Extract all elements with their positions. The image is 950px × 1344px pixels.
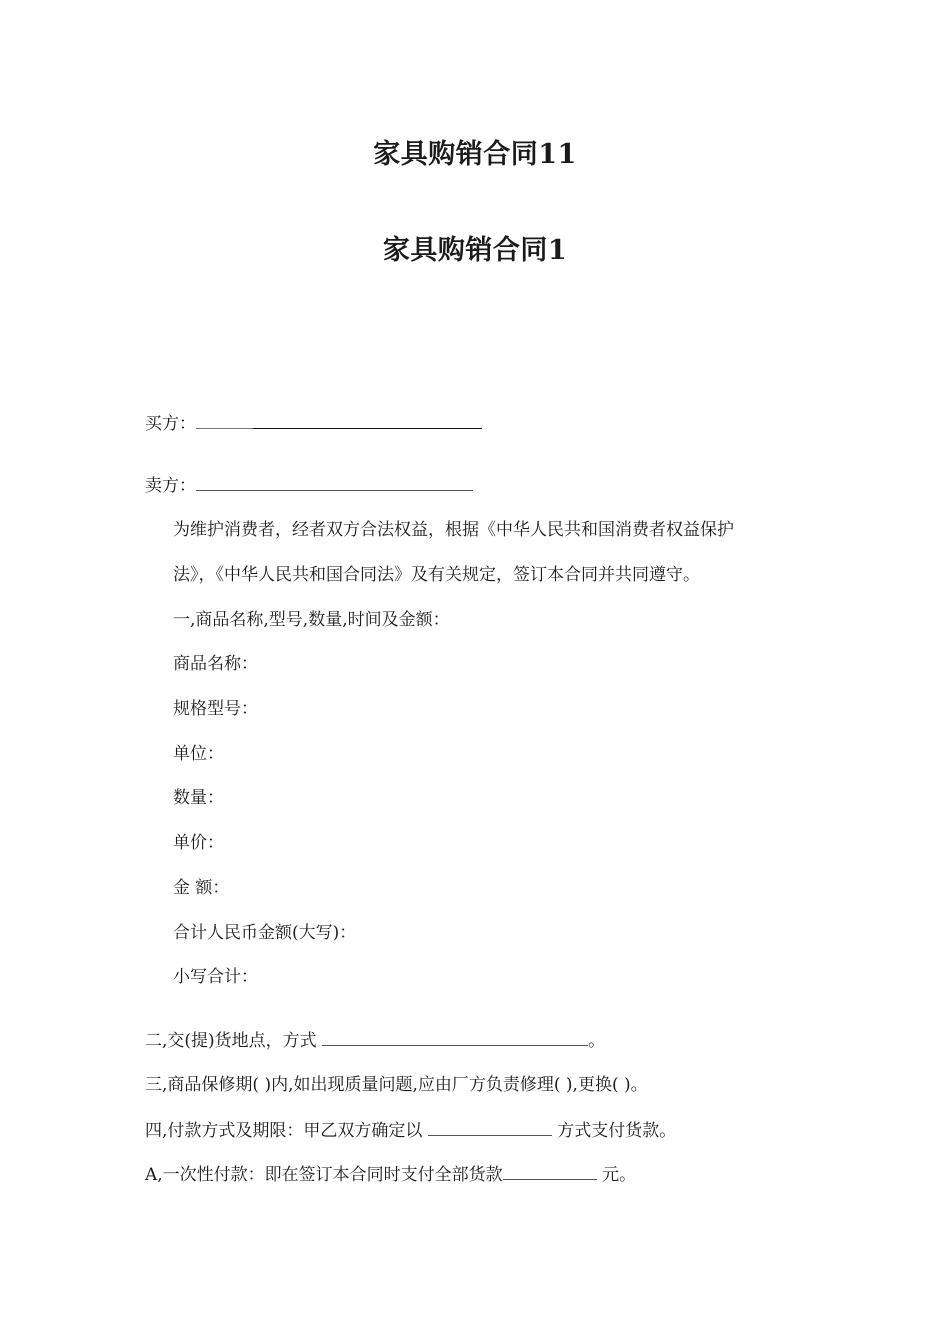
field-spec-model: 规格型号： [173, 699, 258, 719]
intro-paragraph-line-2: 法》，《中华人民共和国合同法》及有关规定，签订本合同并共同遵守。 [173, 565, 700, 585]
section-2-text: 二,交(提)货地点，方式 [145, 1031, 323, 1051]
lump-sum-amount-blank[interactable] [503, 1163, 597, 1180]
field-product-name: 商品名称： [173, 654, 258, 674]
seller-blank[interactable] [196, 474, 473, 491]
clause-a-end: 元。 [596, 1165, 637, 1185]
clause-a-line [145, 1163, 636, 1186]
clause-a-text: A,一次性付款：即在签订本合同时支付全部货款 [145, 1165, 503, 1185]
section-2-end: 。 [588, 1031, 606, 1051]
section-1-heading: 一,商品名称,型号,数量,时间及金额： [173, 610, 450, 630]
delivery-method-blank[interactable] [322, 1029, 588, 1046]
payment-method-blank[interactable] [428, 1119, 552, 1136]
intro-paragraph-line-1: 为维护消费者，经者双方合法权益，根据《中华人民共和国消费者权益保护 [173, 520, 734, 540]
field-quantity: 数量： [173, 788, 224, 808]
field-total-rmb-upper: 合计人民币金额(大写)： [173, 923, 357, 943]
section-2-line [145, 1029, 605, 1052]
buyer-blank[interactable] [196, 412, 482, 429]
field-unit: 单位： [173, 744, 224, 764]
section-4-end: 方式支付货款。 [551, 1121, 677, 1141]
document-subtitle: 家具购销合同1 [382, 235, 568, 266]
seller-line [145, 474, 473, 497]
section-3-line: 三,商品保修期( )内,如出现质量问题,应由厂方负责修理( ),更换( )。 [145, 1075, 648, 1095]
seller-label: 卖方： [145, 476, 196, 496]
field-total-lower: 小写合计： [173, 967, 258, 987]
document-title: 家具购销合同11 [373, 139, 577, 170]
section-4-line [145, 1119, 676, 1142]
buyer-label: 买方： [145, 414, 196, 434]
section-4-text: 四,付款方式及期限：甲乙双方确定以 [145, 1121, 428, 1141]
field-amount: 金 额： [173, 878, 230, 898]
buyer-line [145, 412, 482, 435]
field-unit-price: 单价： [173, 833, 224, 853]
